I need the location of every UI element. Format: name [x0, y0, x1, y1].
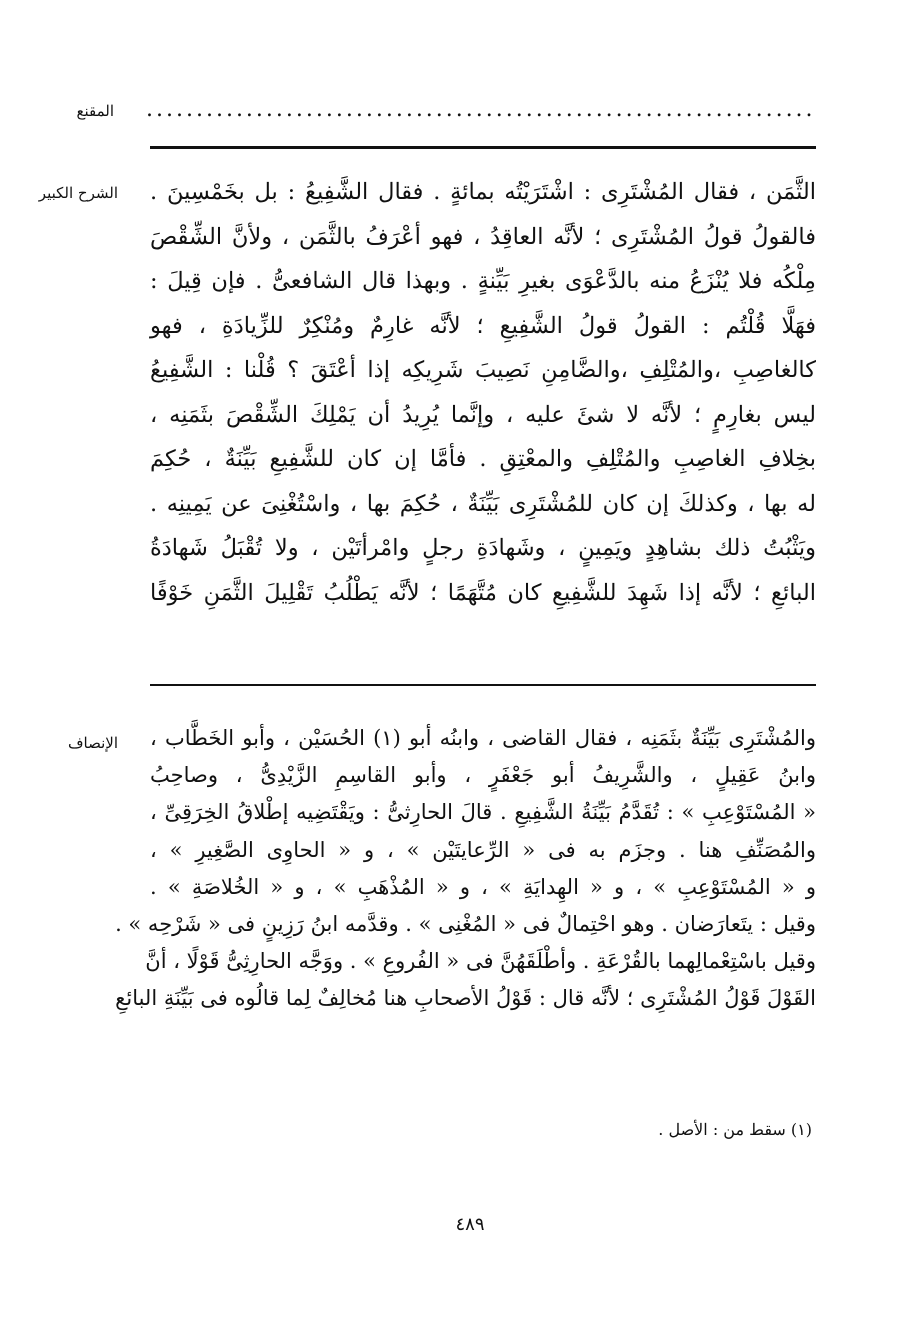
text-line: كالغاصِبِ ،والمُتْلِفِ ،والضَّامِنِ نَصِيبَ شَرِيكِه إذا أعْتَقَ ؟ قُلْنا : الشَّفِيعُ [150, 357, 816, 383]
sharh-text-block [150, 170, 816, 615]
insaf-margin-label: الإنصاف [67, 734, 118, 752]
text-line: بخِلافِ الغاصِبِ والمُتْلِفِ والمعْتِقِ . فأمَّا إن كان للشَّفِيعِ بَيِّنَةٌ ، حُكِمَ [150, 446, 816, 472]
text-line: الثَّمَن ، فقال المُشْتَرِى : اشْتَرَيْتُه بمائةٍ . فقال الشَّفِيعُ : بل بخَمْسِينَ . [150, 179, 816, 205]
text-line: فالقولُ قولُ المُشْتَرِى ؛ لأنَّه العاقِدُ ، فهو أعْرَفُ بالثَّمَن ، ولأنَّ الشِّقْصَ [150, 223, 816, 250]
header-dotted-leader: ................................................................... [146, 97, 816, 122]
text-line: القَوْلَ قَوْلُ المُشْتَرِى ؛ لأنَّه قال : قَوْلُ الأصحابِ هنا مُخالِفٌ لِما قالُوه فى بَيِّنَةِ البائعِ [115, 986, 816, 1011]
page-number: ٤٨٩ [455, 1214, 485, 1235]
text-line: وقيل : يتَعارَضان . وهو احْتِمالٌ فى « المُغْنِى » . وقدَّمه ابنُ رَزِينٍ فى « شَرْحِه » . [115, 911, 816, 936]
text-line: وابنُ عَقِيلٍ ، والشَّرِيفُ أبو جَعْفَرٍ ، وأبو القاسِمِ الزَّيْدِىُّ ، وصاحِبُ [150, 763, 816, 788]
text-line: ليس بغارِمٍ ؛ لأنَّه لا شئَ عليه ، وإنَّما يُرِيدُ أن يَمْلِكَ الشِّقْصَ بثَمَنِه ، [150, 401, 816, 428]
section-divider-rule [150, 684, 816, 686]
text-line: والمُصَنِّفِ هنا . وجزَم به فى « الرِّعايتَيْن » ، و « الحاوِى الصَّغِيرِ » ، [150, 837, 816, 862]
text-line: والمُشْتَرِى بَيِّنَةٌ بثَمَنِه ، فقال القاضى ، وابنُه أبو (١) الحُسَيْن ، وأبو الخَطَّاب ، [150, 726, 816, 750]
text-line: و « المُسْتَوْعِبِ » ، و « الهِدايَةِ » ، و « المُذْهَبِ » ، و « الخُلاصَةِ » . [150, 874, 816, 899]
insaf-text-block [115, 720, 816, 1018]
text-line: ويَثْبُتُ ذلك بشاهِدٍ ويَمِينٍ ، وشَهادَةِ رجلٍ وامْرأتَيْن ، ولا تُقْبَلُ شَهادَةُ [150, 535, 816, 561]
text-line: وقيل باسْتِعْمالِهما بالقُرْعَةِ . وأطْلَقَهُنَّ فى « الفُروعِ » . ووَجَّه الحارِثِىُّ قَوْلًا ، أنَّ [145, 949, 816, 974]
header-rule [150, 146, 816, 149]
text-line: « المُسْتَوْعِبِ » : تُقَدَّمُ بَيِّنَةُ الشَّفِيعِ . قالَ الحارِثىُّ : ويَقْتَضِيه إطْلاقُ الخِرَقِىِّ ، [150, 800, 816, 825]
footnote: (١) سقط من : الأصل . [658, 1120, 812, 1139]
running-header-title: المقنع [76, 102, 114, 120]
text-line: له بها ، وكذلكَ إن كان للمُشْتَرِى بَيِّنَةٌ ، حُكِمَ بها ، واسْتُغْنِىَ عن يَمِينِه . [150, 490, 816, 517]
sharh-margin-label: الشرح الكبير [38, 184, 118, 202]
text-line: فهَلَّا قُلْتُم : القولُ قولُ الشَّفِيعِ ؛ لأنَّه غارِمٌ ومُنْكِرٌ للزِّيادَةِ ، فهو [150, 312, 816, 339]
text-line: البائعِ ؛ لأنَّه إذا شَهِدَ للشَّفِيعِ كان مُتَّهَمًا ؛ لأنَّه يَطْلُبُ تَقْلِيلَ الثَّمَنِ خَوْفًا [150, 579, 816, 606]
text-line: مِلْكُه فلا يُنْزَعُ منه بالدَّعْوَى بغيرِ بَيِّنةٍ . وبهذا قال الشافعىُّ . فإن قِيلَ : [150, 268, 816, 294]
